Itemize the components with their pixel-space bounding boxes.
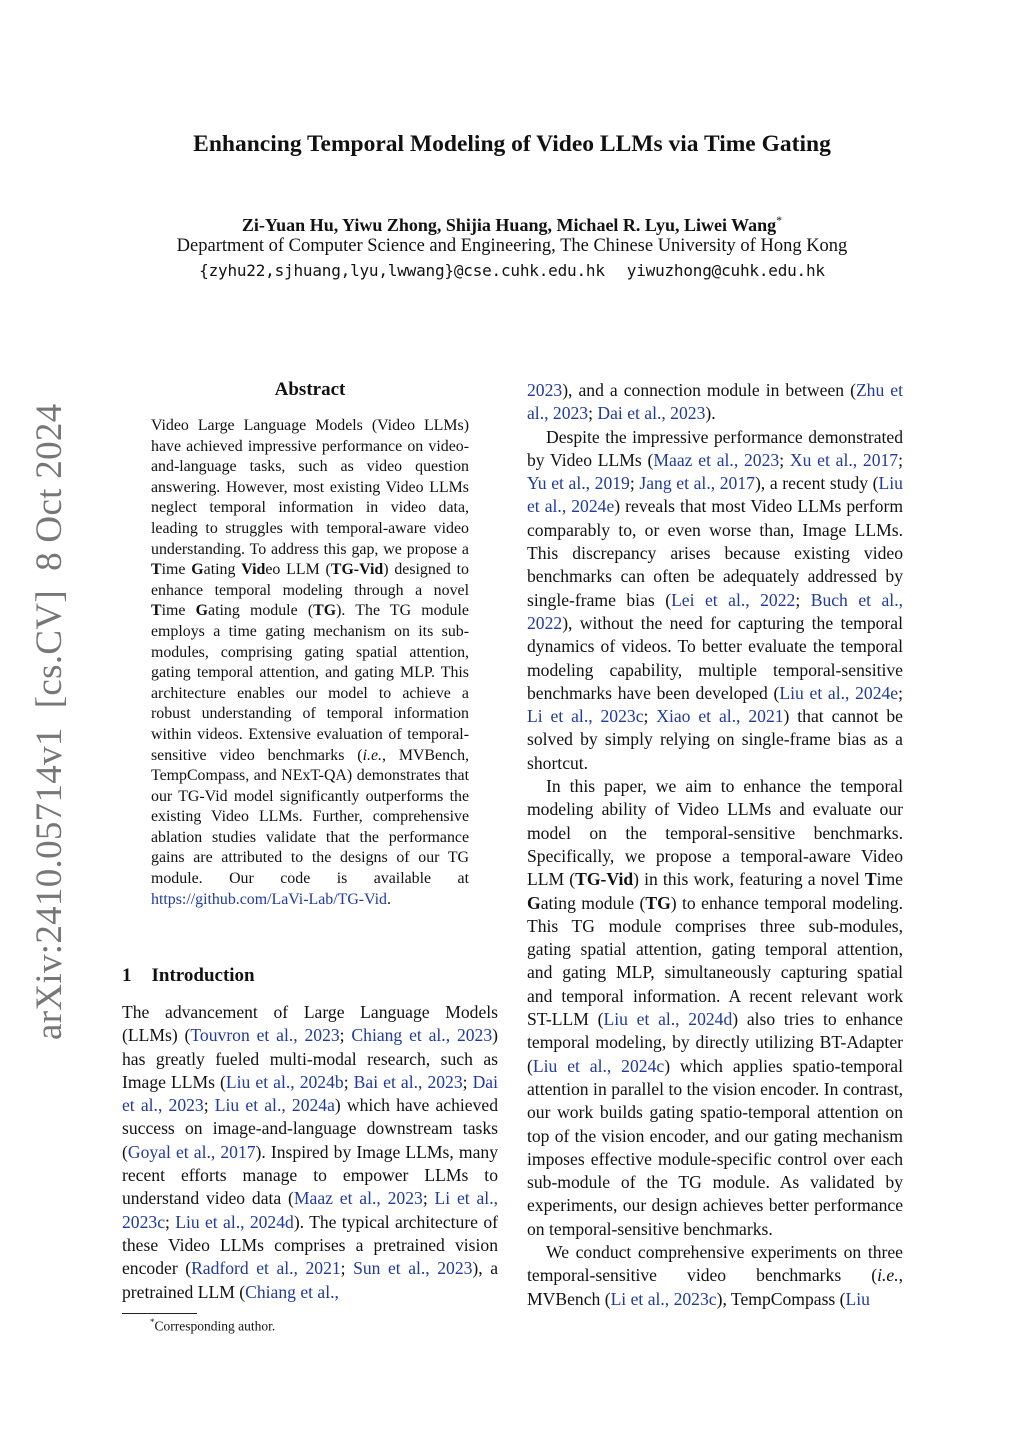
citation[interactable]: Liu et al., 2024d — [603, 1009, 733, 1030]
authors-text: Zi-Yuan Hu, Yiwu Zhong, Shijia Huang, Michael R. Lyu, Liwei Wang — [241, 215, 777, 235]
intro-paragraph-4: We conduct comprehensive experiments on three temporal-sensitive video benchmarks (i.e., MVBench (Li et al., 2023c), TempCompass (Liu — [527, 1241, 903, 1309]
citation[interactable]: Touvron et al., 2023 — [190, 1025, 340, 1046]
affiliation: Department of Computer Science and Engineering, The Chinese University of Hong Kong — [176, 236, 848, 256]
intro-paragraph-3: In this paper, we aim to enhance the temporal modeling ability of Video LLMs and evaluate our model on the temporal-sensitive benchmarks. Specifically, we propose a temporal-aware Video LLM (TG-Vid) in this work, featuring a novel Time Gating module (TG) to enhance temporal modeling. This TG module comprises three sub-modules, gating spatial attention, gating temporal attention, and gating MLP, simultaneously capturing spatial and temporal information. A recent relevant work ST-LLM (Liu et al., 2024d) also tries to enhance temporal modeling, by directly utilizing BT-Adapter (Liu et al., 2024c) which applies spatio-temporal attention in parallel to the vision encoder. In contrast, our work builds gating spatio-temporal attention on top of the vision encoder, and our gating mechanism imposes effective module-specific control over each sub-module of the TG module. As validated by experiments, our design achieves better performance on temporal-sensitive benchmarks. — [527, 776, 904, 1239]
citation[interactable]: Li et al., 2023c — [527, 706, 644, 727]
citation[interactable]: Goyal et al., 2017 — [127, 1141, 256, 1162]
intro-paragraph-2: Despite the impressive performance demonstrated by Video LLMs (Maaz et al., 2023; Xu et al., 2017; Yu et al., 2019; Jang et al., 2017), a recent study (Liu et al., 2024e) reveals that most Video LLMs perform comparably to, or even worse than, Image LLMs. This discrepancy arises because existing video benchmarks can often be adequately addressed by single-frame bias (Lei et al., 2022; Buch et al., 2022), without the need for capturing the temporal dynamics of videos. To better evaluate the temporal modeling capability, multiple temporal-sensitive benchmarks have been developed (Liu et al., 2024e; Li et al., 2023c; Xiao et al., 2021) that cannot be solved by simply relying on single-frame bias as a shortcut. — [527, 426, 904, 773]
footnote-rule — [122, 1313, 197, 1314]
citation[interactable]: Dai et al., 2023 — [122, 1071, 498, 1116]
citation[interactable]: Liu et al., 2024c — [532, 1055, 665, 1076]
citation[interactable]: Li et al., 2023c — [610, 1288, 717, 1309]
abstract-heading: Abstract — [274, 379, 346, 400]
arxiv-stamp: arXiv:2410.05714v1 [cs.CV] 8 Oct 2024 — [29, 403, 70, 1040]
citation[interactable]: Jang et al., 2017 — [639, 473, 755, 494]
citation[interactable]: Liu et al., 2024a — [214, 1095, 335, 1116]
citation[interactable]: Liu et al., 2024d — [175, 1211, 294, 1232]
email-group-1: {zyhu22,sjhuang,lyu,lwwang}@cse.cuhk.edu.hk — [199, 261, 605, 280]
citation[interactable]: Dai et al., 2023 — [597, 403, 706, 424]
citation[interactable]: Li et al., 2023c — [122, 1188, 498, 1232]
citation[interactable]: Zhu et al., 2023 — [527, 380, 903, 424]
citation[interactable]: Liu et al., 2024e — [527, 473, 903, 517]
intro-paragraph-1: The advancement of Large Language Models (LLMs) (Touvron et al., 2023; Chiang et al., 2023) has greatly fueled multi-modal research, such as Image LLMs (Liu et al., 2024b; Bai et al., 2023; Dai et al., 2023; Liu et al., 2024a) which have achieved success on image-and-language downstream tasks (Goyal et al., 2017). Inspired by Image LLMs, many recent efforts manage to empower LLMs to understand video data (Maaz et al., 2023; Li et al., 2023c; Liu et al., 2024d). The typical architecture of these Video LLMs comprises a pretrained vision encoder (Radford et al., 2021; Sun et al., 2023), a pretrained LLM (Chiang et al., — [122, 1002, 499, 1302]
code-link[interactable]: https://github.com/LaVi-Lab/TG-Vid — [151, 890, 387, 908]
citation[interactable]: Chiang et al., 2023 — [351, 1025, 493, 1046]
author-emails — [0, 261, 1024, 280]
citation[interactable]: Chiang et al., — [245, 1281, 339, 1302]
citation[interactable]: Bai et al., 2023 — [353, 1071, 463, 1092]
intro-left-column — [122, 1001, 498, 1304]
citation[interactable]: Maaz et al., 2023 — [653, 449, 780, 470]
citation[interactable]: Lei et al., 2022 — [671, 589, 796, 610]
citation[interactable]: Buch et al., 2022 — [527, 589, 903, 633]
citation[interactable]: Xiao et al., 2021 — [656, 706, 784, 727]
footnote: *Corresponding author. — [150, 1317, 276, 1334]
abstract-body: Video Large Language Models (Video LLMs) have achieved impressive performance on video-and-language tasks, such as video question answering. However, most existing Video LLMs neglect temporal information in video data, leading to struggles with temporal-aware video understanding. To address this gap, we propose a Time Gating Video LLM (TG-Vid) designed to enhance temporal modeling through a novel Time Gating module (TG). The TG module employs a time gating mechanism on its sub-modules, comprising gating spatial attention, gating temporal attention, and gating MLP. This architecture enables our model to achieve a robust understanding of temporal information within videos. Extensive evaluation of temporal-sensitive video benchmarks (i.e., MVBench, TempCompass, and NExT-QA) demonstrates that our TG-Vid model significantly outperforms the existing Video LLMs. Further, comprehensive ablation studies validate that the performance gains are attributed to the designs of our TG module. Our code is available at https://github.com/LaVi-Lab/TG-Vid. — [151, 417, 470, 908]
citation[interactable]: Liu et al., 2024b — [225, 1071, 344, 1092]
citation[interactable]: Liu — [845, 1288, 870, 1309]
citation[interactable]: Xu et al., 2017 — [789, 449, 899, 470]
intro-right-column — [527, 379, 903, 1311]
author-list — [0, 213, 1024, 236]
paper-title: Enhancing Temporal Modeling of Video LLMs via Time Gating — [193, 131, 831, 157]
email-group-2: yiwuzhong@cuhk.edu.hk — [626, 261, 825, 280]
citation[interactable]: 2023 — [527, 380, 563, 400]
section-heading-introduction: 1 Introduction — [122, 965, 255, 986]
citation[interactable]: Liu et al., 2024e — [779, 682, 899, 703]
intro-paragraph-continued: 2023), and a connection module in between (Zhu et al., 2023; Dai et al., 2023). — [527, 380, 903, 424]
citation[interactable]: Sun et al., 2023 — [353, 1258, 473, 1279]
corresponding-mark: * — [776, 213, 783, 227]
citation[interactable]: Radford et al., 2021 — [191, 1258, 341, 1279]
citation[interactable]: Maaz et al., 2023 — [293, 1188, 423, 1209]
citation[interactable]: Yu et al., 2019 — [527, 473, 630, 494]
